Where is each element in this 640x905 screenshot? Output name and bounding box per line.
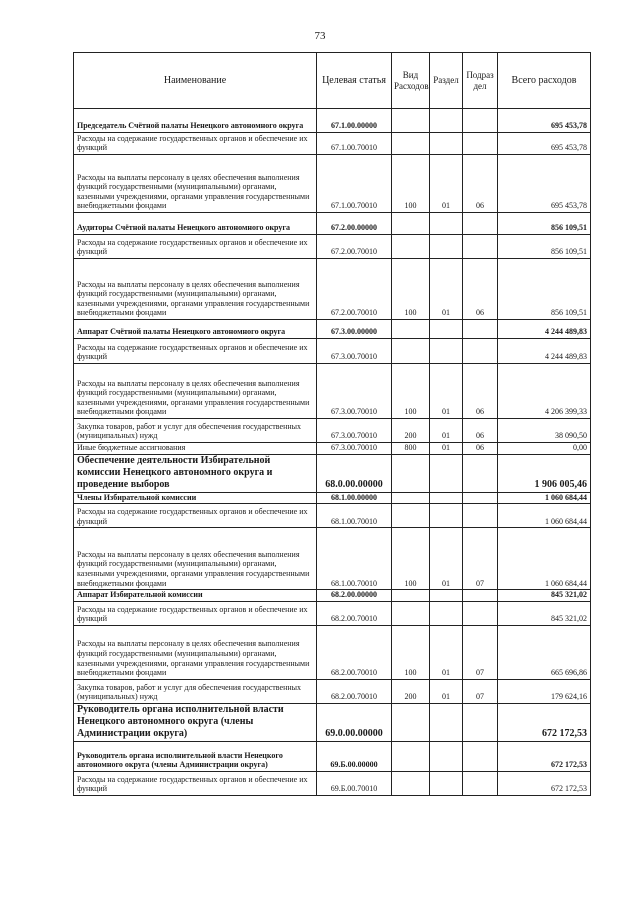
row-name: Расходы на содержание государственных органов и обеспечение их функций — [74, 339, 317, 364]
header-name: Наименование — [74, 53, 317, 109]
row-subsection: 07 — [463, 528, 498, 590]
row-section — [430, 133, 463, 155]
row-name: Руководитель органа исполнительной власти Ненецкого автономного округа (члены Администрации округа) — [74, 741, 317, 771]
row-expense-kind: 100 — [392, 364, 430, 419]
row-target-code: 68.1.00.70010 — [317, 528, 392, 590]
row-target-code: 67.3.00.70010 — [317, 364, 392, 419]
row-total: 38 090,50 — [498, 419, 591, 443]
row-total: 856 109,51 — [498, 213, 591, 235]
row-target-code: 68.2.00.00000 — [317, 590, 392, 602]
row-name: Члены Избирательной комиссии — [74, 492, 317, 504]
row-total: 695 453,78 — [498, 155, 591, 213]
row-total: 1 060 684,44 — [498, 492, 591, 504]
row-total: 179 624,16 — [498, 679, 591, 703]
row-name: Аппарат Избирательной комиссии — [74, 590, 317, 602]
row-section: 01 — [430, 155, 463, 213]
row-target-code: 68.2.00.70010 — [317, 601, 392, 625]
row-total: 1 060 684,44 — [498, 504, 591, 528]
row-subsection — [463, 235, 498, 259]
row-subsection — [463, 133, 498, 155]
table-row — [74, 703, 591, 741]
row-name: Расходы на выплаты персоналу в целях обеспечения выполнения функций государственными (муниципальными) органами, казенными учреждениями, органами управления государственными внебюджетными фондами — [74, 259, 317, 320]
row-name: Расходы на содержание государственных органов и обеспечение их функций — [74, 504, 317, 528]
table-row — [74, 771, 591, 795]
table-row — [74, 679, 591, 703]
row-subsection — [463, 109, 498, 133]
row-target-code: 69.Б.00.70010 — [317, 771, 392, 795]
row-subsection — [463, 454, 498, 492]
row-target-code: 67.3.00.00000 — [317, 320, 392, 339]
table-row — [74, 528, 591, 590]
row-target-code: 67.2.00.00000 — [317, 213, 392, 235]
row-expense-kind: 100 — [392, 528, 430, 590]
row-total: 856 109,51 — [498, 235, 591, 259]
row-subsection: 06 — [463, 443, 498, 455]
row-target-code: 68.2.00.70010 — [317, 679, 392, 703]
table-row — [74, 625, 591, 679]
row-expense-kind: 800 — [392, 443, 430, 455]
row-expense-kind: 100 — [392, 155, 430, 213]
table-row — [74, 454, 591, 492]
row-expense-kind — [392, 339, 430, 364]
row-target-code: 67.2.00.70010 — [317, 259, 392, 320]
row-expense-kind — [392, 771, 430, 795]
row-section: 01 — [430, 259, 463, 320]
row-subsection: 06 — [463, 259, 498, 320]
row-target-code: 68.1.00.00000 — [317, 492, 392, 504]
row-expense-kind — [392, 109, 430, 133]
table-header-row — [74, 53, 591, 109]
row-name: Расходы на содержание государственных органов и обеспечение их функций — [74, 601, 317, 625]
row-name: Обеспечение деятельности Избирательной комиссии Ненецкого автономного округа и проведение выборов — [74, 454, 317, 492]
row-target-code: 67.3.00.70010 — [317, 339, 392, 364]
row-target-code: 68.2.00.70010 — [317, 625, 392, 679]
row-subsection — [463, 741, 498, 771]
row-subsection — [463, 504, 498, 528]
table-row — [74, 133, 591, 155]
row-section — [430, 109, 463, 133]
row-target-code: 67.1.00.70010 — [317, 133, 392, 155]
row-target-code: 67.2.00.70010 — [317, 235, 392, 259]
header-total: Всего расходов — [498, 53, 591, 109]
row-name: Закупка товаров, работ и услуг для обеспечения государственных (муниципальных) нужд — [74, 679, 317, 703]
header-kind: Вид Расходов — [392, 53, 430, 109]
row-subsection — [463, 320, 498, 339]
row-name: Аппарат Счётной палаты Ненецкого автономного округа — [74, 320, 317, 339]
table-row — [74, 213, 591, 235]
row-total: 695 453,78 — [498, 133, 591, 155]
row-section — [430, 320, 463, 339]
row-section — [430, 590, 463, 602]
row-target-code: 69.0.00.00000 — [317, 703, 392, 741]
row-subsection: 06 — [463, 419, 498, 443]
row-total: 695 453,78 — [498, 109, 591, 133]
row-section — [430, 492, 463, 504]
row-subsection — [463, 703, 498, 741]
row-expense-kind — [392, 133, 430, 155]
table-row — [74, 590, 591, 602]
row-total: 672 172,53 — [498, 741, 591, 771]
row-section — [430, 703, 463, 741]
row-name: Председатель Счётной палаты Ненецкого автономного округа — [74, 109, 317, 133]
row-total: 1 906 005,46 — [498, 454, 591, 492]
row-expense-kind: 100 — [392, 259, 430, 320]
header-section: Раздел — [430, 53, 463, 109]
table-row — [74, 443, 591, 455]
row-subsection — [463, 601, 498, 625]
row-subsection: 06 — [463, 364, 498, 419]
table-row — [74, 235, 591, 259]
row-subsection: 07 — [463, 625, 498, 679]
row-subsection — [463, 492, 498, 504]
row-target-code: 68.0.00.00000 — [317, 454, 392, 492]
table-row — [74, 259, 591, 320]
row-section: 01 — [430, 625, 463, 679]
header-target: Целевая статья — [317, 53, 392, 109]
row-total: 672 172,53 — [498, 703, 591, 741]
table-body — [74, 109, 591, 796]
row-expense-kind: 200 — [392, 419, 430, 443]
row-subsection: 07 — [463, 679, 498, 703]
table-row — [74, 155, 591, 213]
row-name: Расходы на выплаты персоналу в целях обеспечения выполнения функций государственными (муниципальными) органами, казенными учреждениями, органами управления государственными внебюджетными фондами — [74, 528, 317, 590]
row-name: Расходы на выплаты персоналу в целях обеспечения выполнения функций государственными (муниципальными) органами, казенными учреждениями, органами управления государственными внебюджетными фондами — [74, 155, 317, 213]
row-expense-kind: 200 — [392, 679, 430, 703]
row-target-code: 69.Б.00.00000 — [317, 741, 392, 771]
row-expense-kind — [392, 590, 430, 602]
table-row — [74, 339, 591, 364]
row-subsection: 06 — [463, 155, 498, 213]
row-total: 856 109,51 — [498, 259, 591, 320]
row-expense-kind — [392, 235, 430, 259]
table-row — [74, 492, 591, 504]
row-section: 01 — [430, 443, 463, 455]
row-section: 01 — [430, 528, 463, 590]
row-name: Расходы на выплаты персоналу в целях обеспечения выполнения функций государственными (муниципальными) органами, казенными учреждениями, органами управления государственными внебюджетными фондами — [74, 364, 317, 419]
row-name: Расходы на содержание государственных органов и обеспечение их функций — [74, 771, 317, 795]
row-subsection — [463, 213, 498, 235]
budget-table — [73, 52, 591, 796]
row-name: Расходы на содержание государственных органов и обеспечение их функций — [74, 133, 317, 155]
row-total: 0,00 — [498, 443, 591, 455]
row-section — [430, 235, 463, 259]
row-section: 01 — [430, 419, 463, 443]
row-subsection — [463, 590, 498, 602]
row-name: Аудиторы Счётной палаты Ненецкого автономного округа — [74, 213, 317, 235]
row-expense-kind — [392, 703, 430, 741]
row-section: 01 — [430, 679, 463, 703]
table-row — [74, 601, 591, 625]
row-expense-kind — [392, 741, 430, 771]
row-subsection — [463, 771, 498, 795]
row-expense-kind — [392, 454, 430, 492]
row-expense-kind — [392, 601, 430, 625]
row-total: 4 206 399,33 — [498, 364, 591, 419]
row-section — [430, 454, 463, 492]
row-total: 845 321,02 — [498, 601, 591, 625]
row-name: Иные бюджетные ассигнования — [74, 443, 317, 455]
row-section — [430, 504, 463, 528]
row-expense-kind: 100 — [392, 625, 430, 679]
row-total: 1 060 684,44 — [498, 528, 591, 590]
row-section — [430, 601, 463, 625]
row-subsection — [463, 339, 498, 364]
row-total: 845 321,02 — [498, 590, 591, 602]
row-total: 665 696,86 — [498, 625, 591, 679]
row-expense-kind — [392, 492, 430, 504]
row-expense-kind — [392, 504, 430, 528]
row-total: 4 244 489,83 — [498, 339, 591, 364]
row-section — [430, 339, 463, 364]
row-name: Расходы на выплаты персоналу в целях обеспечения выполнения функций государственными (муниципальными) органами, казенными учреждениями, органами управления государственными внебюджетными фондами — [74, 625, 317, 679]
row-total: 672 172,53 — [498, 771, 591, 795]
row-target-code: 68.1.00.70010 — [317, 504, 392, 528]
row-target-code: 67.3.00.70010 — [317, 443, 392, 455]
header-subsection: Подраздел — [463, 53, 498, 109]
table-row — [74, 109, 591, 133]
row-name: Руководитель органа исполнительной власти Ненецкого автономного округа (члены Администрации округа) — [74, 703, 317, 741]
table-row — [74, 320, 591, 339]
table-row — [74, 364, 591, 419]
row-expense-kind — [392, 213, 430, 235]
row-name: Закупка товаров, работ и услуг для обеспечения государственных (муниципальных) нужд — [74, 419, 317, 443]
row-name: Расходы на содержание государственных органов и обеспечение их функций — [74, 235, 317, 259]
row-section — [430, 771, 463, 795]
row-total: 4 244 489,83 — [498, 320, 591, 339]
row-section — [430, 741, 463, 771]
row-section — [430, 213, 463, 235]
table-row — [74, 504, 591, 528]
table-row — [74, 419, 591, 443]
page-number: 73 — [314, 30, 326, 42]
row-target-code: 67.1.00.70010 — [317, 155, 392, 213]
row-target-code: 67.3.00.70010 — [317, 419, 392, 443]
row-expense-kind — [392, 320, 430, 339]
row-target-code: 67.1.00.00000 — [317, 109, 392, 133]
table-row — [74, 741, 591, 771]
row-section: 01 — [430, 364, 463, 419]
